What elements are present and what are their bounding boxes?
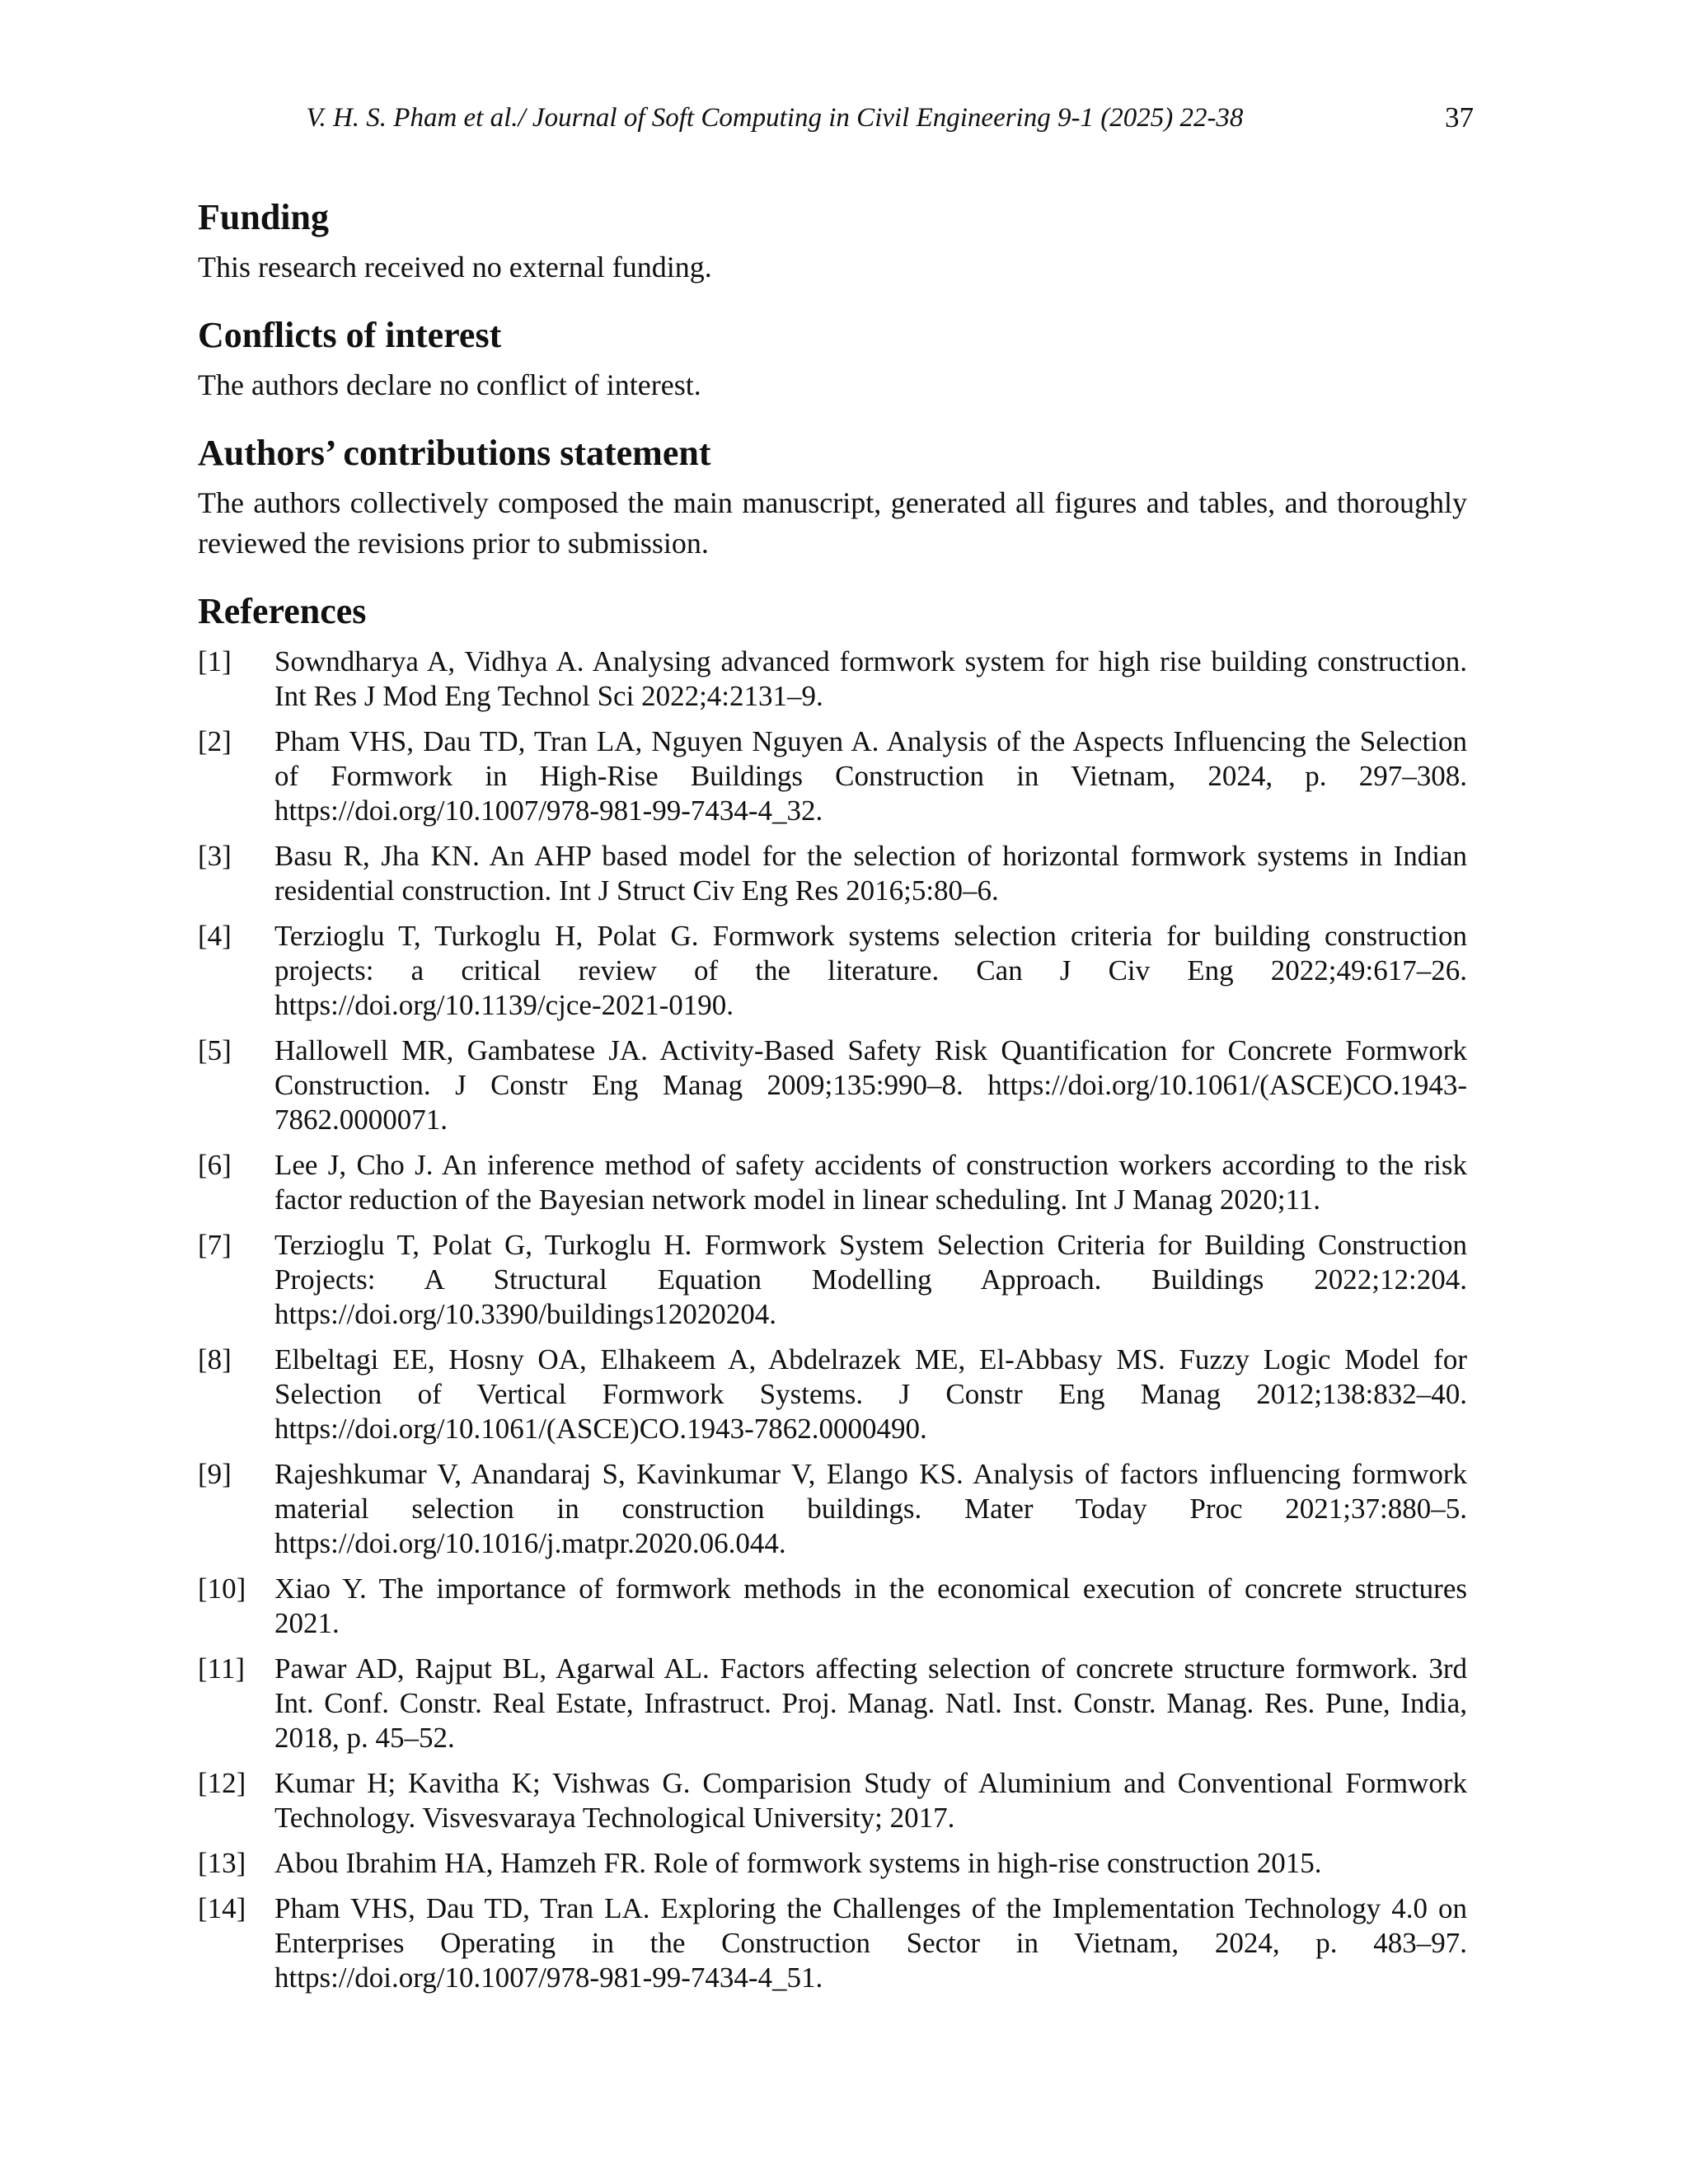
reference-item	[198, 919, 1467, 1023]
reference-item	[198, 1572, 1467, 1641]
reference-text: Hallowell MR, Gambatese JA. Activity-Based Safety Risk Quantification for Concrete Formwork Construction. J Constr Eng Manag 2009;135:990–8. https://doi.org/10.1061/(ASCE)CO.1943-7862.0000071.	[274, 1034, 1467, 1136]
reference-list	[198, 644, 1467, 1995]
reference-item	[198, 1228, 1467, 1332]
references-heading: References	[198, 591, 367, 631]
reference-number: [8]	[198, 1343, 232, 1376]
reference-number: [12]	[198, 1767, 246, 1799]
reference-number: [2]	[198, 725, 232, 757]
reference-number: [9]	[198, 1458, 232, 1490]
reference-text: Rajeshkumar V, Anandaraj S, Kavinkumar V, Elango KS. Analysis of factors influencing formwork material selection in construction buildings. Mater Today Proc 2021;37:880–5. https://doi.org/10.1016/j.matpr.2020.06.044.	[274, 1458, 1467, 1559]
reference-text: Pham VHS, Dau TD, Tran LA, Nguyen Nguyen A. Analysis of the Aspects Influencing the Selection of Formwork in High-Rise Buildings Construction in Vietnam, 2024, p. 297–308. https://doi.org/10.1007/978-981-99-7434-4_32.	[274, 725, 1467, 827]
conflicts-heading: Conflicts of interest	[198, 315, 502, 355]
reference-number: [3]	[198, 840, 232, 872]
reference-text: Abou Ibrahim HA, Hamzeh FR. Role of formwork systems in high-rise construction 2015.	[274, 1847, 1322, 1879]
reference-item	[198, 839, 1467, 908]
reference-number: [7]	[198, 1229, 232, 1261]
reference-item	[198, 1652, 1467, 1755]
reference-text: Elbeltagi EE, Hosny OA, Elhakeem A, Abdelrazek ME, El-Abbasy MS. Fuzzy Logic Model for Selection of Vertical Formwork Systems. J Constr Eng Manag 2012;138:832–40. https://doi.org/10.1061/(ASCE)CO.1943-7862.0000490.	[274, 1343, 1467, 1445]
reference-number: [1]	[198, 645, 232, 677]
funding-text: This research received no external funding.	[198, 251, 712, 284]
reference-item	[198, 1148, 1467, 1217]
reference-item	[198, 644, 1467, 714]
reference-number: [13]	[198, 1847, 246, 1879]
reference-number: [11]	[198, 1652, 246, 1685]
reference-number: [10]	[198, 1572, 246, 1605]
reference-text: Lee J, Cho J. An inference method of safety accidents of construction workers according to the risk factor reduction of the Bayesian network model in linear scheduling. Int J Manag 2020;11.	[274, 1149, 1467, 1216]
page-content	[198, 194, 1467, 2006]
reference-number: [14]	[198, 1892, 246, 1924]
reference-item	[198, 1846, 1467, 1881]
reference-item	[198, 1033, 1467, 1137]
reference-number: [5]	[198, 1034, 232, 1066]
reference-item	[198, 1766, 1467, 1835]
conflicts-text: The authors declare no conflict of interest.	[198, 368, 701, 401]
contributions-heading: Authors’ contributions statement	[198, 433, 711, 473]
page-number: 37	[1445, 101, 1474, 134]
running-title: V. H. S. Pham et al./ Journal of Soft Computing in Civil Engineering 9-1 (2025) 22-38	[306, 103, 1244, 133]
running-header	[0, 97, 1688, 138]
reference-text: Xiao Y. The importance of formwork methods in the economical execution of concrete structures 2021.	[274, 1572, 1467, 1639]
reference-item	[198, 1457, 1467, 1561]
reference-text: Pawar AD, Rajput BL, Agarwal AL. Factors affecting selection of concrete structure formwork. 3rd Int. Conf. Constr. Real Estate, Infrastruct. Proj. Manag. Natl. Inst. Constr. Manag. Res. Pune, India, 2018, p. 45–52.	[274, 1652, 1467, 1754]
reference-text: Basu R, Jha KN. An AHP based model for the selection of horizontal formwork systems in Indian residential construction. Int J Struct Civ Eng Res 2016;5:80–6.	[274, 840, 1467, 907]
contributions-text: The authors collectively composed the main manuscript, generated all figures and tables, and thoroughly reviewed the revisions prior to submission.	[198, 486, 1467, 560]
reference-text: Kumar H; Kavitha K; Vishwas G. Comparision Study of Aluminium and Conventional Formwork Technology. Visvesvaraya Technological University; 2017.	[274, 1767, 1467, 1834]
reference-item	[198, 724, 1467, 828]
reference-item	[198, 1891, 1467, 1995]
reference-text: Terzioglu T, Polat G, Turkoglu H. Formwork System Selection Criteria for Building Construction Projects: A Structural Equation Modelling Approach. Buildings 2022;12:204. https://doi.org/10.3390/buildings12020204.	[274, 1229, 1467, 1330]
reference-text: Sowndharya A, Vidhya A. Analysing advanced formwork system for high rise building construction. Int Res J Mod Eng Technol Sci 2022;4:2131–9.	[274, 645, 1467, 712]
reference-text: Terzioglu T, Turkoglu H, Polat G. Formwork systems selection criteria for building construction projects: a critical review of the literature. Can J Civ Eng 2022;49:617–26. https://doi.org/10.1139/cjce-2021-0190.	[274, 920, 1467, 1021]
reference-text: Pham VHS, Dau TD, Tran LA. Exploring the Challenges of the Implementation Technology 4.0 on Enterprises Operating in the Construction Sector in Vietnam, 2024, p. 483–97. https://doi.org/10.1007/978-981-99-7434-4_51.	[274, 1892, 1467, 1994]
reference-number: [6]	[198, 1149, 232, 1181]
reference-item	[198, 1343, 1467, 1446]
funding-heading: Funding	[198, 197, 329, 237]
reference-number: [4]	[198, 920, 232, 952]
